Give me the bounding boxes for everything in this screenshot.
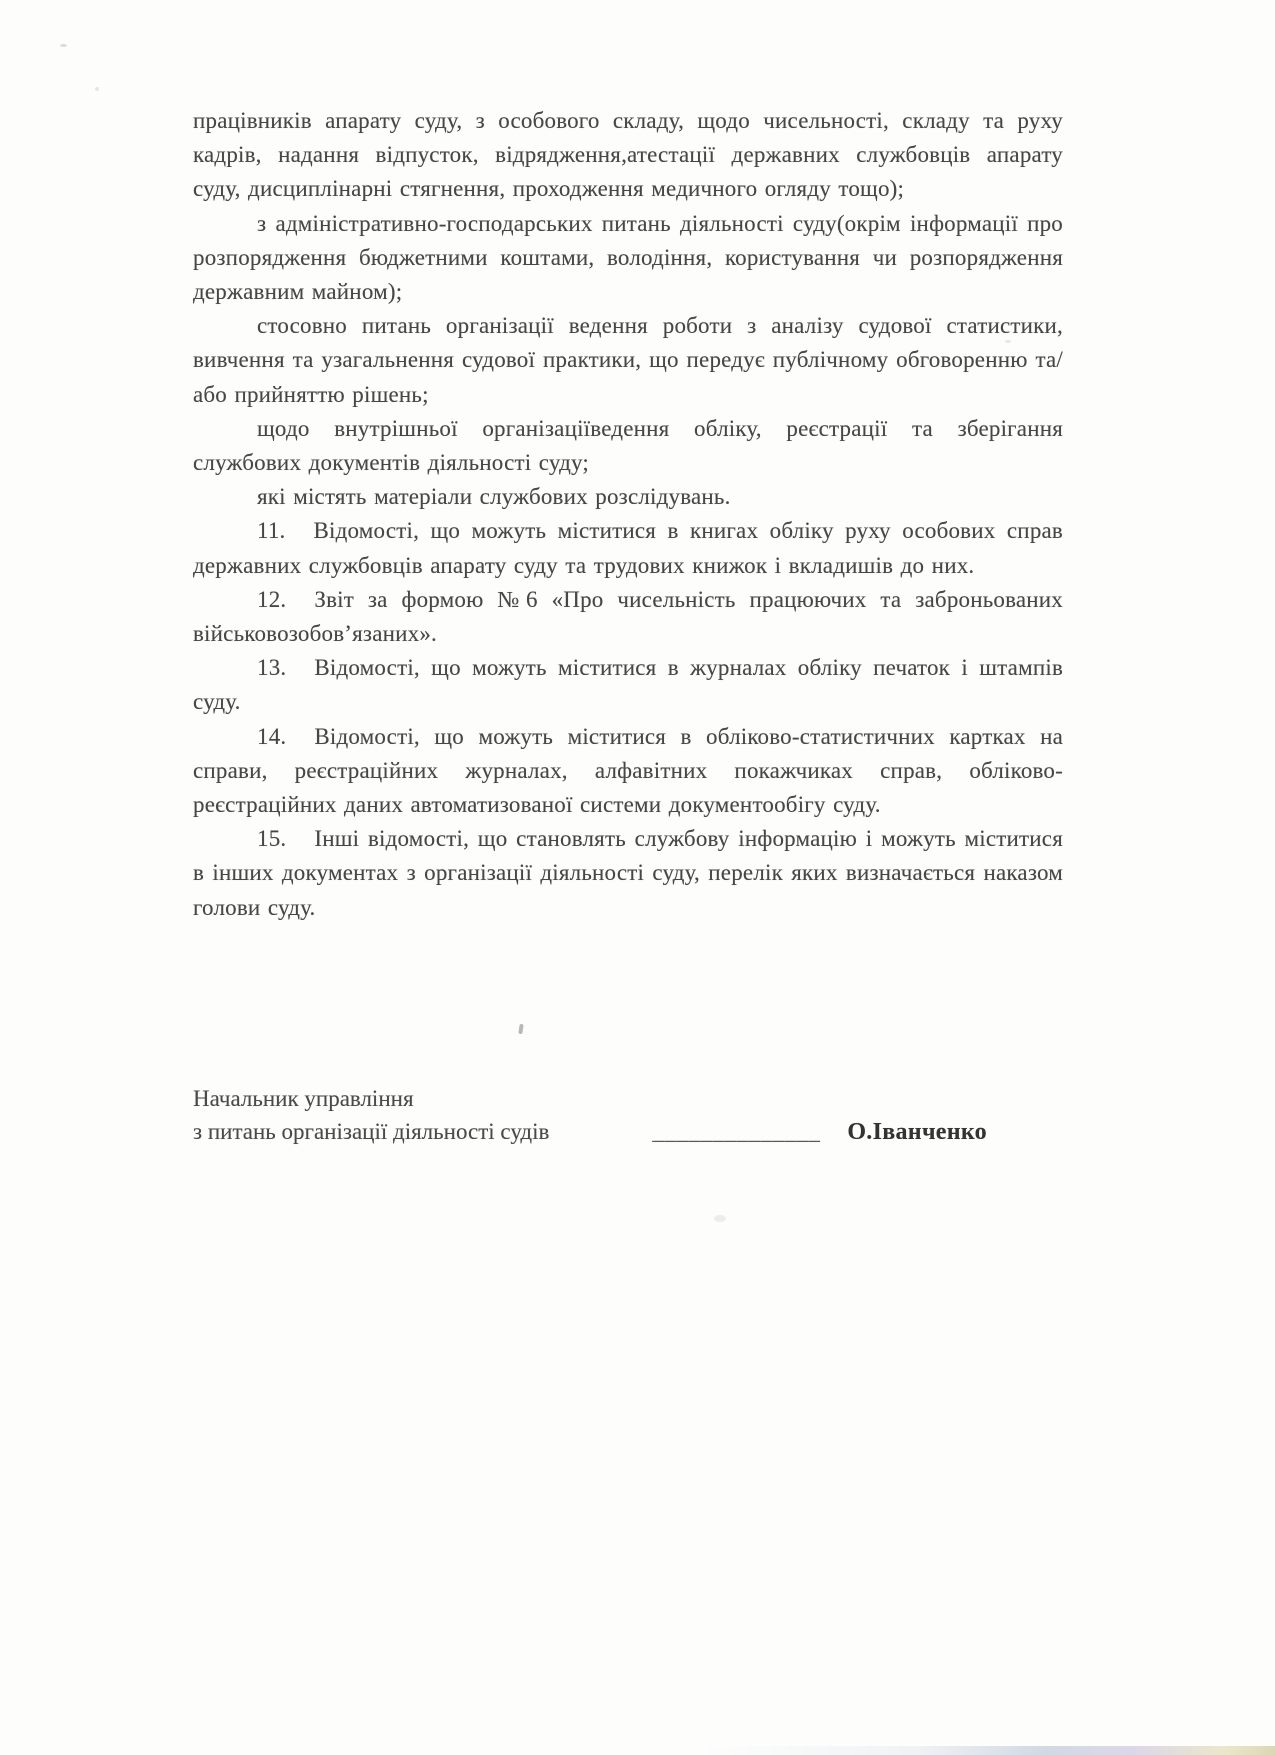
item-number: 15. (257, 826, 287, 852)
body-paragraph (193, 822, 1063, 925)
paragraph-text: з адміністративно-господарських питань діяльності суду(окрім інформації про розпорядження бюджетними коштами, володіння, користування чи розпорядження державним майном); (193, 210, 1063, 305)
paragraph-text: Відомості, що можуть міститися в книгах обліку руху особових справ державних службовців апарату суду та трудових книжок і вкладишів до них. (193, 518, 1063, 578)
body-paragraph (193, 651, 1063, 719)
scan-artifact (60, 44, 67, 47)
body-paragraph (193, 480, 1063, 514)
scanner-edge-strip (0, 1746, 1275, 1755)
body-paragraph (193, 309, 1063, 412)
body-paragraph (193, 104, 1063, 207)
scan-artifact (518, 1024, 523, 1034)
body-paragraph (193, 720, 1063, 823)
item-number: 14. (257, 723, 287, 749)
signatory-position-line1: Начальник управління (193, 1086, 414, 1111)
paragraph-text: щодо внутрішньої організаціїведення обліку, реєстрації та зберігання службових документів діяльності суду; (193, 415, 1063, 476)
item-number: 11. (257, 518, 286, 544)
signature-line: ______________ (652, 1119, 821, 1144)
paragraph-text: Відомості, що можуть міститися в журналах обліку печаток і штампів суду. (193, 655, 1063, 715)
body-paragraph (193, 514, 1063, 582)
paragraph-text: Інші відомості, що становлять службову інформацію і можуть міститися в інших документах з організації діяльності суду, перелік яких визначається наказом голови суду. (193, 826, 1063, 920)
item-number: 12. (257, 586, 287, 612)
paragraph-text: стосовно питань організації ведення роботи з аналізу судової статистики, вивчення та узагальнення судової практики, що передує публічному обговоренню та/або прийняттю рішень; (193, 313, 1063, 407)
document-body (193, 104, 1063, 925)
body-paragraph (193, 207, 1063, 310)
body-paragraph (193, 583, 1063, 651)
signatory-name: О.Іванченко (847, 1119, 987, 1145)
paragraph-text: Відомості, що можуть міститися в обліково-статистичних картках на справи, реєстраційних журналах, алфавітних покажчиках справ, обліково-реєстраційних даних автоматизованої системи документообігу суду. (193, 723, 1063, 818)
body-paragraph (193, 412, 1063, 480)
paragraph-text: які містять матеріали службових розслідувань. (257, 484, 731, 510)
scan-artifact (95, 87, 99, 91)
paragraph-text: працівників апарату суду, з особового складу, щодо чисельності, складу та руху кадрів, надання відпусток, відрядження,атестації державних службовців апарату суду, дисциплінарні стягнення, проходження медичного огляду тощо); (193, 108, 1063, 202)
scan-artifact (1005, 340, 1011, 343)
paragraph-text: Звіт за формою №6 «Про чисельність працюючих та заброньованих військовозобов’язаних». (193, 586, 1063, 647)
signatory-position-line2: з питань організації діяльності судів (193, 1119, 550, 1144)
scan-artifact (714, 1215, 726, 1222)
signature-block (193, 1082, 1113, 1149)
item-number: 13. (257, 655, 287, 681)
